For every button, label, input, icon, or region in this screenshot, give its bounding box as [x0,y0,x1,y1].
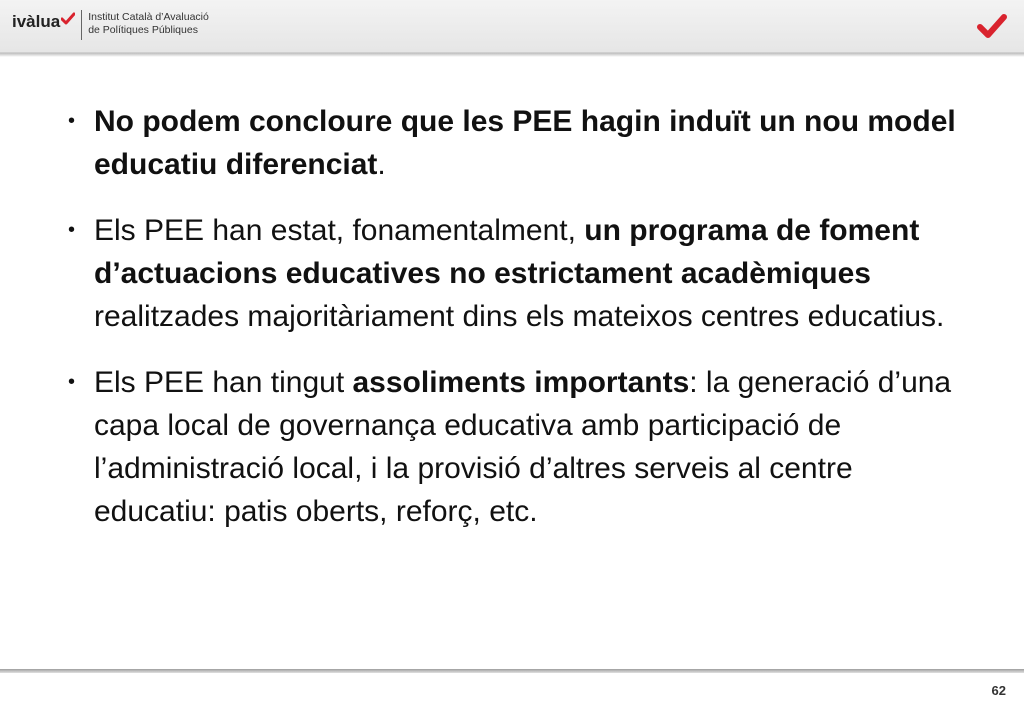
bullet-dot: • [68,110,76,132]
page-number: 62 [991,683,1006,698]
bullet-text [94,100,966,186]
slide-content [66,100,966,556]
bullet-segment: un programa de foment d’actuacions educatives no estrictament acadèmiques [94,214,920,290]
bullet-item [66,209,966,338]
bullet-segment: No podem concloure que les PEE hagin induït un nou model educatiu diferenciat [94,105,956,181]
checkmark-icon [61,12,75,26]
bullet-item [66,100,966,186]
bullet-segment: realitzades majoritàriament dins els mateixos centres educatius. [94,300,945,333]
bullet-dot: • [68,219,76,241]
org-line-1: Institut Català d’Avaluació [88,11,209,23]
header-bar [0,0,1024,53]
bullet-text [94,361,966,533]
brand-name: ivàlua [12,12,61,31]
organization-name [88,11,209,37]
bullet-segment: . [377,148,386,181]
bullet-text [94,209,966,338]
header-shadow [0,53,1024,57]
logo-divider [81,10,82,40]
checkmark-icon [976,10,1008,42]
bullet-dot: • [68,371,76,393]
footer-divider [0,669,1024,673]
ivalua-logo [12,10,209,42]
bullet-item [66,361,966,533]
bullet-segment: Els PEE han tingut [94,366,353,399]
bullet-segment: Els PEE han estat, fonamentalment, [94,214,585,247]
org-line-2: de Polítiques Públiques [88,24,198,36]
bullet-segment: : la generació d’una capa local de governança educativa amb participació de l’administració local, i la provisió d’altres serveis al centre educatiu: patis oberts, reforç, etc. [94,366,952,528]
bullet-segment: assoliments importants [352,366,690,399]
